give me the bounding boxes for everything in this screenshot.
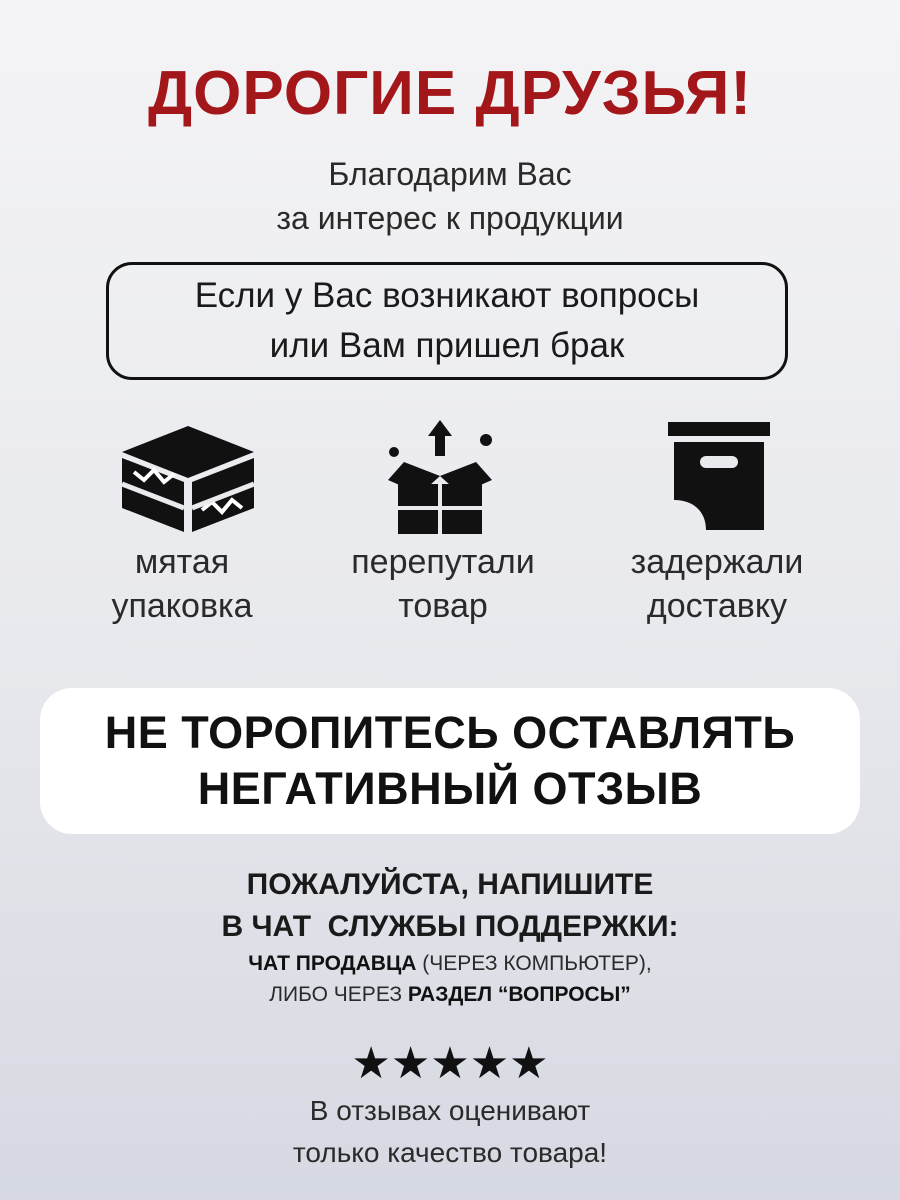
support-line-1: ПОЖАЛУЙСТА, НАПИШИТЕ [246, 868, 654, 901]
footer-note [0, 1090, 900, 1174]
thanks-text [0, 152, 900, 240]
issue-icons [0, 418, 900, 538]
question-line-2: или Вам пришел брак [269, 326, 625, 365]
open-box-arrow-icon [384, 418, 496, 536]
damaged-box-icon [118, 422, 258, 534]
warning-line-2: НЕГАТИВНЫЙ ОТЗЫВ [197, 763, 703, 814]
issue-caption-wrong-item [330, 540, 556, 628]
caption-line-2: упаковка [111, 587, 253, 625]
headline: ДОРОГИЕ ДРУЗЬЯ! [148, 59, 752, 128]
support-line-2: В ЧАТ СЛУЖБЫ ПОДДЕРЖКИ: [221, 910, 679, 943]
issue-caption-packaging [82, 540, 282, 628]
question-line-1: Если у Вас возникают вопросы [194, 276, 700, 315]
caption-line-1: мятая [134, 543, 230, 581]
seller-chat-label: ЧАТ ПРОДАВЦА [248, 952, 417, 975]
storage-box-icon [666, 422, 772, 534]
warning-banner [40, 688, 860, 834]
star-rating: ★★★★★ [351, 1039, 549, 1088]
chat-line-2 [0, 979, 900, 1010]
chat-instructions [0, 948, 900, 1010]
via-computer-text: (ЧЕРЕЗ КОМПЬЮТЕР), [416, 952, 652, 975]
footer-line-1: В отзывах оценивают [309, 1095, 591, 1126]
thanks-line-1: Благодарим Вас [328, 156, 572, 192]
caption-line-2: доставку [646, 587, 788, 625]
warning-line-1: НЕ ТОРОПИТЕСЬ ОСТАВЛЯТЬ [104, 707, 796, 758]
issue-caption-delivery [606, 540, 828, 628]
footer-line-2: только качество товара! [292, 1137, 608, 1168]
question-box [106, 262, 788, 380]
chat-line-1 [0, 948, 900, 979]
questions-section-label: РАЗДЕЛ “ВОПРОСЫ” [407, 983, 631, 1006]
caption-line-1: перепутали [351, 543, 535, 581]
support-request [0, 864, 900, 948]
thanks-line-2: за интерес к продукции [276, 200, 624, 236]
or-via-text: ЛИБО ЧЕРЕЗ [269, 983, 408, 1006]
caption-line-1: задержали [630, 543, 804, 581]
caption-line-2: товар [398, 587, 488, 625]
